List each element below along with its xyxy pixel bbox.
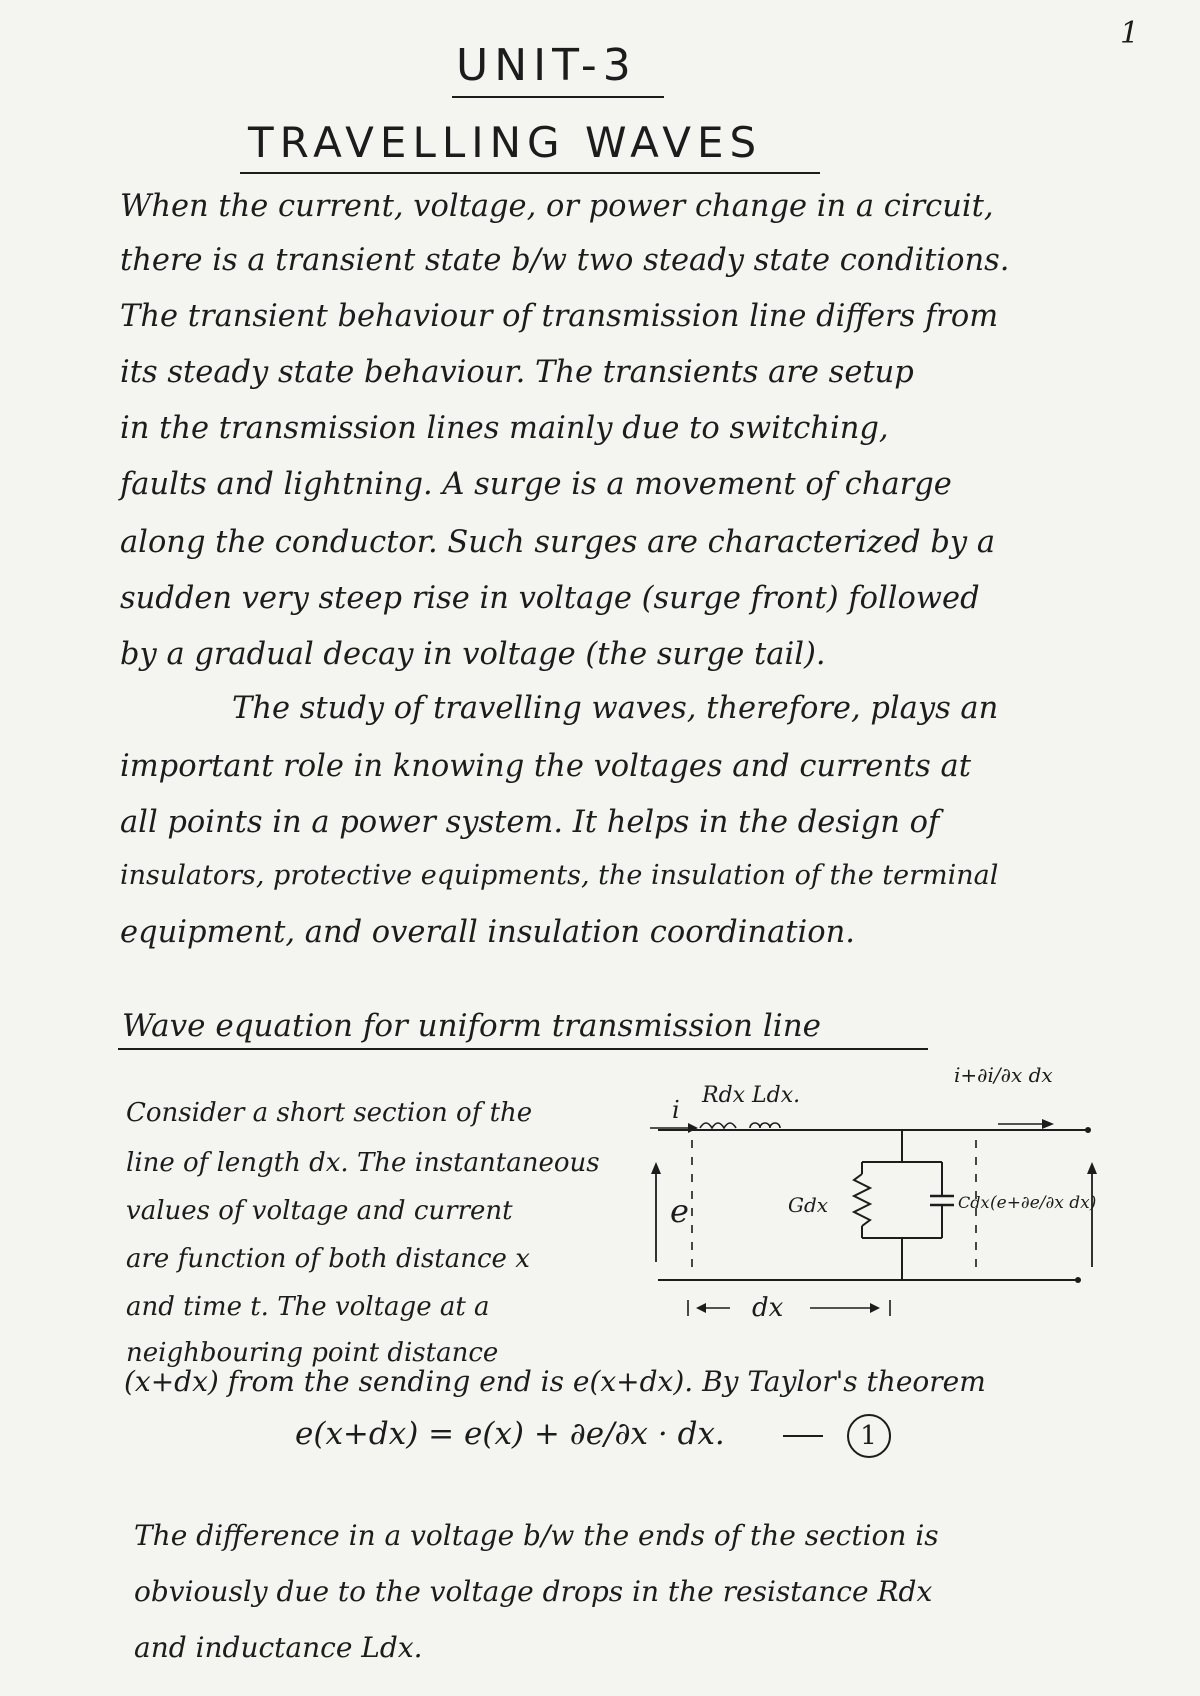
intro-line: all points in a power system. It helps in the design of — [120, 805, 940, 840]
line-section-circuit-diagram — [640, 1062, 1110, 1322]
intro-line: there is a transient state b/w two steady state conditions. — [120, 243, 1010, 278]
unit-title: UNIT-3 — [456, 40, 637, 91]
section-heading-underline — [118, 1048, 928, 1050]
voltage-in-label: e — [670, 1192, 689, 1230]
section-line: neighbouring point distance — [126, 1338, 499, 1368]
page-number: 1 — [1120, 16, 1140, 51]
section-line: Consider a short section of the — [126, 1098, 533, 1128]
equation-dash — [783, 1435, 823, 1437]
section-line: are function of both distance x — [126, 1244, 530, 1274]
intro-line: The transient behaviour of transmission line differs from — [120, 299, 999, 334]
equation-number: 1 — [847, 1414, 891, 1458]
intro-line: insulators, protective equipments, the insulation of the terminal — [120, 860, 999, 891]
taylor-line: (x+dx) from the sending end is e(x+dx). By Taylor's theorem — [124, 1365, 986, 1398]
capacitance-label: Cdx — [958, 1193, 990, 1212]
current-in-label: i — [672, 1096, 680, 1124]
chapter-title-underline — [240, 172, 820, 174]
intro-line: equipment, and overall insulation coordination. — [120, 915, 855, 950]
section-line: and time t. The voltage at a — [126, 1292, 490, 1322]
intro-line: sudden very steep rise in voltage (surge front) followed — [120, 581, 980, 616]
voltage-out-label: (e+∂e/∂x dx) — [990, 1193, 1097, 1213]
closing-line: obviously due to the voltage drops in the resistance Rdx — [134, 1575, 933, 1608]
intro-line: in the transmission lines mainly due to switching, — [120, 411, 889, 446]
intro-line: its steady state behaviour. The transients are setup — [120, 355, 914, 390]
conductance-label: Gdx — [788, 1193, 829, 1217]
closing-line: and inductance Ldx. — [134, 1631, 423, 1664]
chapter-title: TRAVELLING WAVES — [248, 118, 763, 167]
section-length-label: dx — [752, 1293, 784, 1322]
intro-line: When the current, voltage, or power change in a circuit, — [120, 189, 994, 224]
section-line: line of length dx. The instantaneous — [126, 1148, 600, 1178]
section-heading: Wave equation for uniform transmission line — [122, 1008, 822, 1044]
closing-line: The difference in a voltage b/w the ends of the section is — [134, 1519, 939, 1552]
section-line: values of voltage and current — [126, 1196, 513, 1226]
intro-line: The study of travelling waves, therefore, plays an — [232, 691, 999, 726]
equation-row — [295, 1414, 891, 1458]
intro-line: important role in knowing the voltages and currents at — [120, 749, 971, 784]
intro-line: by a gradual decay in voltage (the surge tail). — [120, 637, 826, 672]
series-impedance-label: Rdx Ldx. — [702, 1083, 801, 1108]
unit-title-underline — [452, 96, 664, 98]
current-out-label: i+∂i/∂x dx — [954, 1063, 1053, 1087]
taylor-equation: e(x+dx) = e(x) + ∂e/∂x · dx. — [295, 1416, 725, 1452]
intro-line: faults and lightning. A surge is a movement of charge — [120, 467, 952, 502]
intro-line: along the conductor. Such surges are characterized by a — [120, 525, 996, 560]
